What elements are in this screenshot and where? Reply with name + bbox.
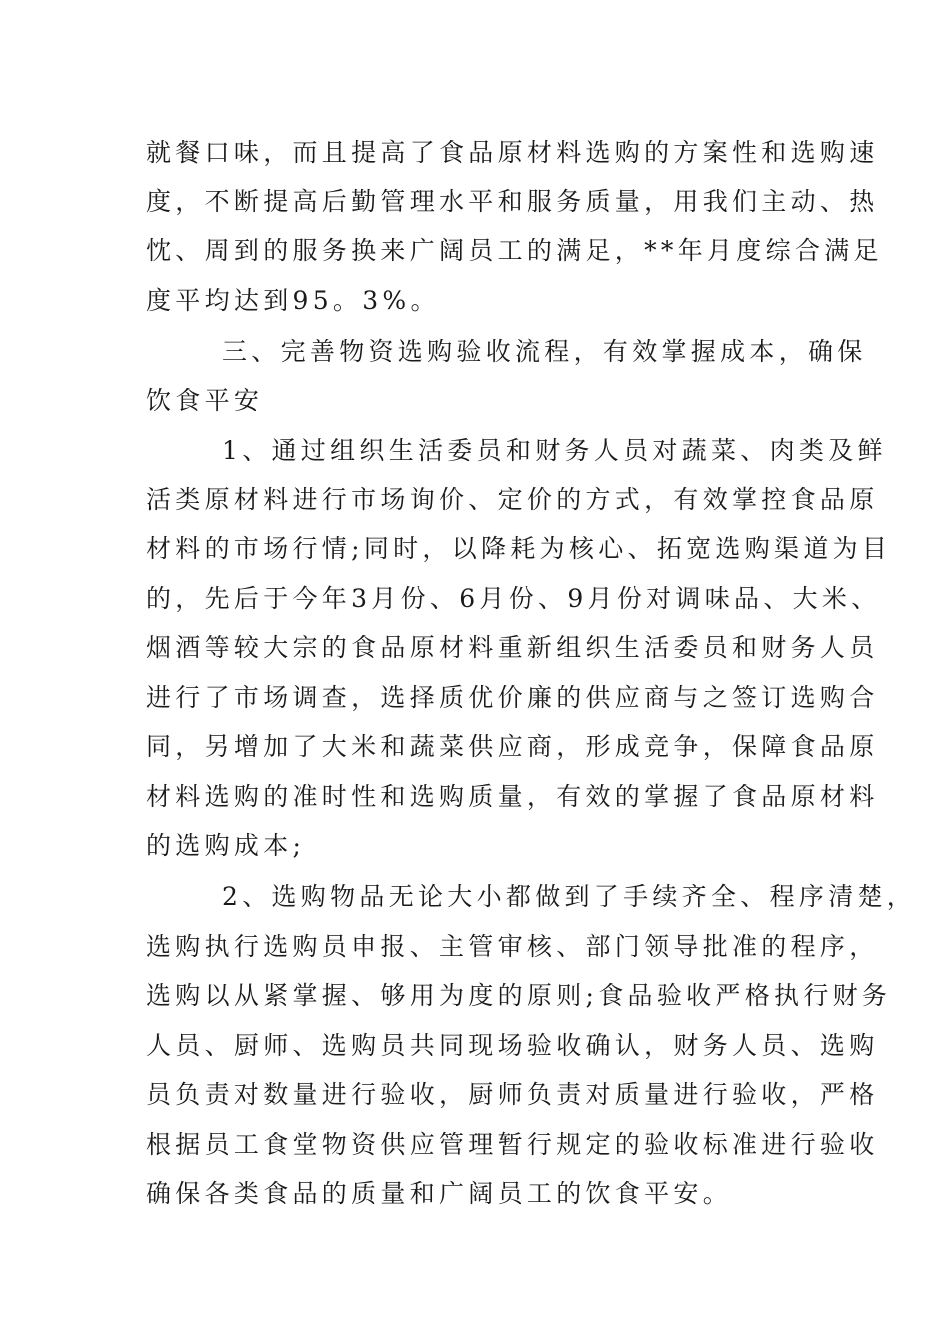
list-item-line: 人员、厨师、选购员共同现场验收确认，财务人员、选购 (146, 1031, 879, 1060)
list-item-line: 的选购成本; (146, 831, 306, 860)
list-item-line: 材料选购的准时性和选购质量，有效的掌握了食品原材料 (146, 782, 879, 811)
section-heading-continued: 饮食平安 (146, 386, 264, 415)
paragraph-line: 忱、周到的服务换来广阔员工的满足，**年月度综合满足 (146, 236, 883, 265)
list-item-line: 选购执行选购员申报、主管审核、部门领导批准的程序， (146, 932, 879, 961)
paragraph-line: 度，不断提高后勤管理水平和服务质量，用我们主动、热 (146, 187, 879, 216)
list-item-line: 的，先后于今年3月份、6月份、9月份对调味品、大米、 (146, 584, 881, 613)
list-item-line: 根据员工食堂物资供应管理暂行规定的验收标准进行验收 (146, 1130, 879, 1159)
list-item-line: 选购以从紧掌握、够用为度的原则;食品验收严格执行财务 (146, 981, 892, 1010)
list-item-line: 确保各类食品的质量和广阔员工的饮食平安。 (146, 1179, 733, 1208)
list-item-line: 1、通过组织生活委员和财务人员对蔬菜、肉类及鲜 (222, 436, 887, 465)
list-item-line: 同，另增加了大米和蔬菜供应商，形成竞争，保障食品原 (146, 732, 879, 761)
list-item-line: 材料的市场行情;同时，以降耗为核心、拓宽选购渠道为目 (146, 534, 892, 563)
paragraph-line: 度平均达到95。3%。 (146, 286, 440, 315)
list-item-line: 员负责对数量进行验收，厨师负责对质量进行验收，严格 (146, 1080, 879, 1109)
list-item-line: 进行了市场调查，选择质优价廉的供应商与之签订选购合 (146, 683, 879, 712)
list-item-line: 2、选购物品无论大小都做到了手续齐全、程序清楚， (222, 882, 917, 911)
paragraph-line: 就餐口味，而且提高了食品原材料选购的方案性和选购速 (146, 138, 879, 167)
list-item-line: 烟酒等较大宗的食品原材料重新组织生活委员和财务人员 (146, 633, 879, 662)
list-item-line: 活类原材料进行市场询价、定价的方式，有效掌控食品原 (146, 485, 879, 514)
section-heading: 三、完善物资选购验收流程，有效掌握成本，确保 (222, 337, 867, 366)
